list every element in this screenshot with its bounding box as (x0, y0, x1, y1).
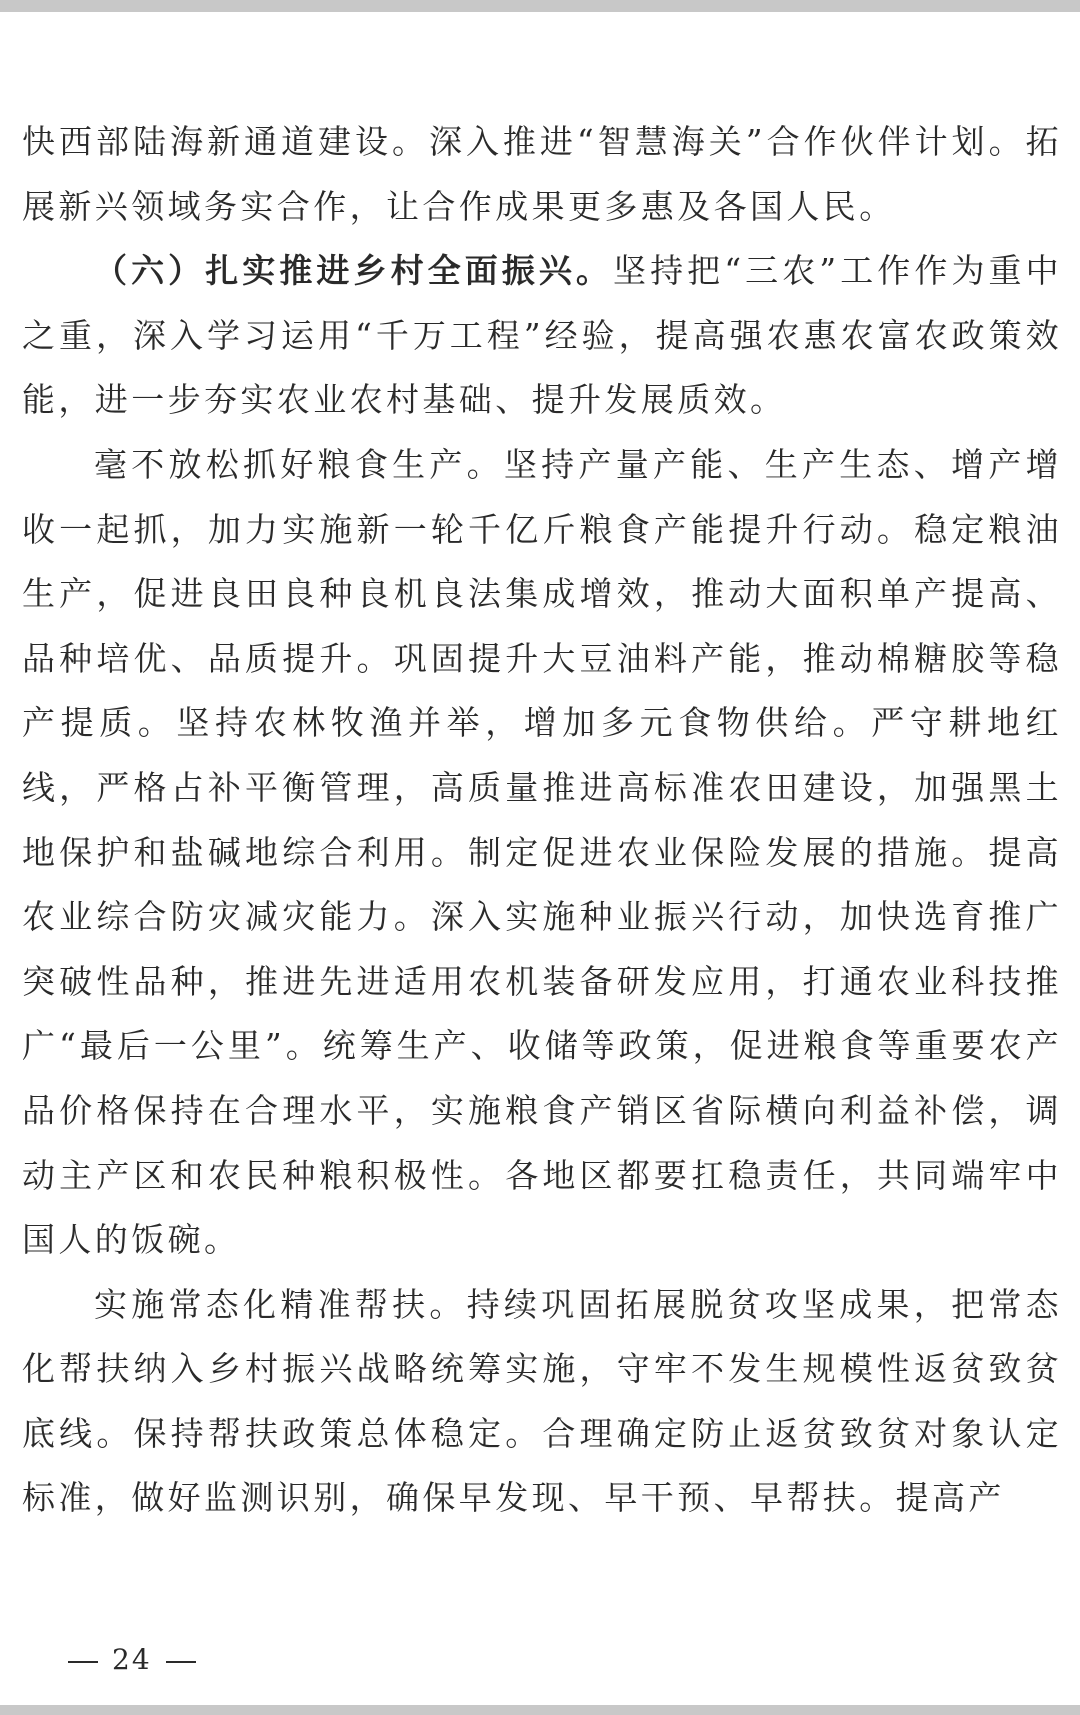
top-edge (0, 0, 1080, 12)
section-heading: （六）扎实推进乡村全面振兴。 (94, 251, 613, 291)
page-number: 24 (112, 1643, 152, 1676)
page-footer (54, 1643, 210, 1676)
paragraph-3 (22, 433, 1062, 1273)
footer-dash-left (68, 1661, 98, 1663)
paragraph-4-text: 实施常态化精准帮扶。持续巩固拓展脱贫攻坚成果，把常态化帮扶纳入乡村振兴战略统筹实施，守牢不发生规模性返贫致贫底线。保持帮扶政策总体稳定。合理确定防止返贫致贫对象认定标准，做好监测识别，确保早发现、早干预、早帮扶。提高产 (22, 1284, 1062, 1518)
footer-dash-right (166, 1661, 196, 1663)
paragraph-2-text: 坚持把“三农”工作作为重中之重，深入学习运用“千万工程”经验，提高强农惠农富农政策效能，进一步夯实农业农村基础、提升发展质效。 (22, 251, 1062, 420)
paragraph-4 (22, 1273, 1062, 1531)
paragraph-3-text: 毫不放松抓好粮食生产。坚持产量产能、生产生态、增产增收一起抓，加力实施新一轮千亿斤粮食产能提升行动。稳定粮油生产，促进良田良种良机良法集成增效，推动大面积单产提高、品种培优、品质提升。巩固提升大豆油料产能，推动棉糖胶等稳产提质。坚持农林牧渔并举，增加多元食物供给。严守耕地红线，严格占补平衡管理，高质量推进高标准农田建设，加强黑土地保护和盐碱地综合利用。制定促进农业保险发展的措施。提高农业综合防灾减灾能力。深入实施种业振兴行动，加快选育推广突破性品种，推进先进适用农机装备研发应用，打通农业科技推广“最后一公里”。统筹生产、收储等政策，促进粮食等重要农产品价格保持在合理水平，实施粮食产销区省际横向利益补偿，调动主产区和农民种粮积极性。各地区都要扛稳责任，共同端牢中国人的饭碗。 (22, 444, 1062, 1260)
paragraph-2 (22, 239, 1062, 433)
paragraph-1-text: 快西部陆海新通道建设。深入推进“智慧海关”合作伙伴计划。拓展新兴领域务实合作，让合作成果更多惠及各国人民。 (22, 122, 1062, 226)
bottom-edge (0, 1705, 1080, 1715)
document-body (22, 110, 1062, 1531)
paragraph-1 (22, 110, 1062, 239)
